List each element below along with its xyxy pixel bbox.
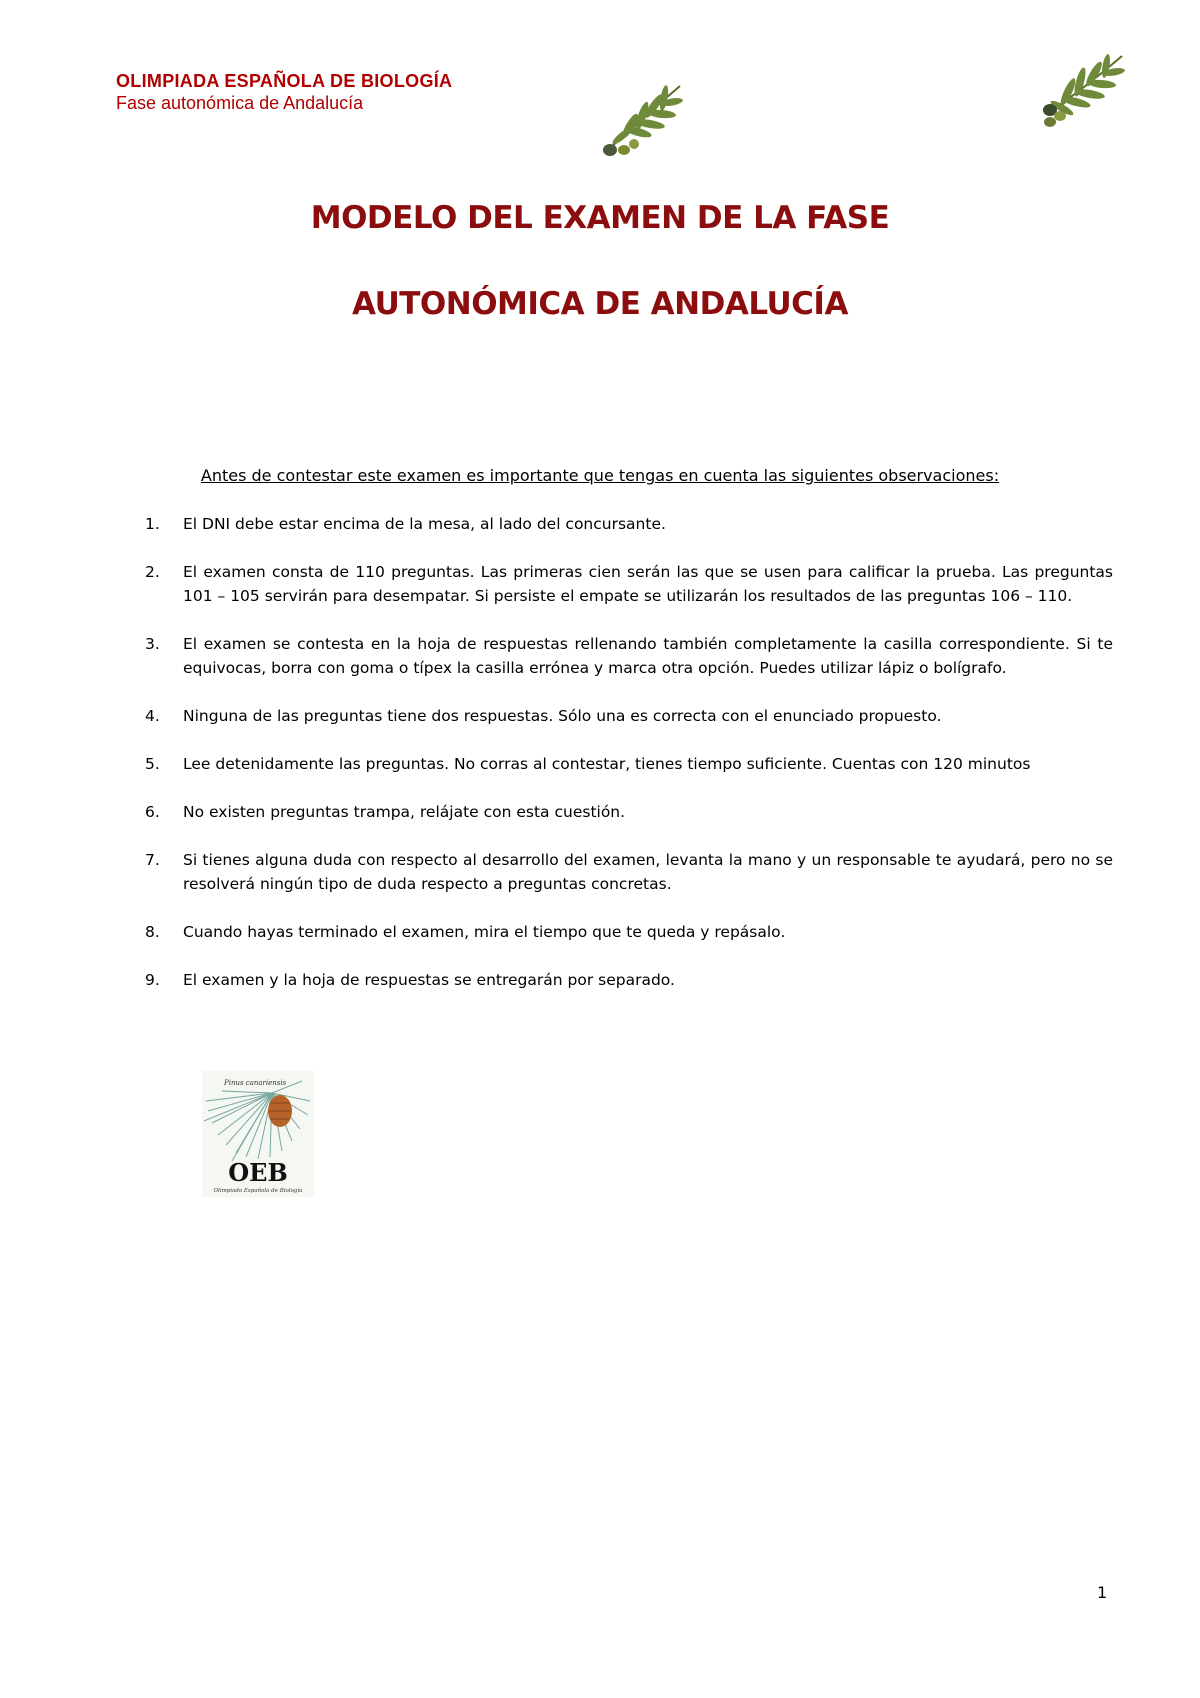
rule-text: Ninguna de las preguntas tiene dos respuestas. Sólo una es correcta con el enunciado propuesto. [183, 707, 942, 725]
header-org: OLIMPIADA ESPAÑOLA DE BIOLOGÍA [116, 71, 453, 91]
logo-caption-bottom: Olimpiada Española de Biología [213, 1188, 303, 1194]
rule-number: 7. [145, 851, 160, 869]
rule-number: 4. [145, 707, 160, 725]
rules-list [145, 512, 1113, 992]
rule-text: El DNI debe estar encima de la mesa, al lado del concursante. [183, 515, 666, 533]
rule-text: Si tienes alguna duda con respecto al desarrollo del examen, levanta la mano y un responsable te ayudará, pero no se resolverá ningún tipo de duda respecto a preguntas concretas. [183, 851, 1113, 893]
rule-text: Lee detenidamente las preguntas. No corras al contestar, tienes tiempo suficiente. Cuentas con 120 minutos [183, 755, 1031, 773]
rule-text: No existen preguntas trampa, relájate con esta cuestión. [183, 803, 626, 821]
rule-item [145, 800, 1113, 824]
intro-text [0, 466, 1200, 485]
rule-item [145, 560, 1113, 608]
header-subtitle: Fase autonómica de Andalucía [116, 93, 364, 113]
rule-text: El examen y la hoja de respuestas se entregarán por separado. [183, 971, 675, 989]
rule-item [145, 512, 1113, 536]
rule-number: 3. [145, 635, 160, 653]
page-title-line2: AUTONÓMICA DE ANDALUCÍA [352, 286, 848, 322]
rule-number: 1. [145, 515, 160, 533]
rule-number: 6. [145, 803, 160, 821]
logo-caption-top: Pinus canariensis [224, 1079, 287, 1087]
olive-branch-icon [600, 80, 686, 160]
rule-item [145, 632, 1113, 680]
page-title-line1: MODELO DEL EXAMEN DE LA FASE [310, 200, 890, 236]
rule-number: 5. [145, 755, 160, 773]
document-header [116, 70, 452, 114]
rule-number: 9. [145, 971, 160, 989]
rule-item [145, 752, 1113, 776]
rule-number: 2. [145, 563, 160, 581]
logo-letters: OEB [228, 1158, 288, 1187]
oeb-pine-logo [202, 1071, 314, 1197]
page-number: 1 [1097, 1583, 1108, 1602]
rule-text: Cuando hayas terminado el examen, mira el tiempo que te queda y repásalo. [183, 923, 786, 941]
olive-branch-icon [1040, 52, 1126, 142]
rule-text: El examen se contesta en la hoja de respuestas rellenando también completamente la casilla correspondiente. Si te equivocas, borra con goma o típex la casilla errónea y marca otra opción. Puedes utilizar lápiz o bolígrafo. [183, 635, 1113, 677]
rule-item [145, 704, 1113, 728]
rule-item [145, 848, 1113, 896]
intro-underlined: Antes de contestar este examen es importante que tengas en cuenta las siguientes observaciones: [200, 466, 1000, 485]
rule-text: El examen consta de 110 preguntas. Las primeras cien serán las que se usen para calificar la prueba. Las preguntas 101 – 105 servirán para desempatar. Si persiste el empate se utilizarán los resultados de las preguntas 106 – 110. [183, 563, 1113, 605]
rule-item [145, 968, 1113, 992]
rule-number: 8. [145, 923, 160, 941]
rule-item [145, 920, 1113, 944]
